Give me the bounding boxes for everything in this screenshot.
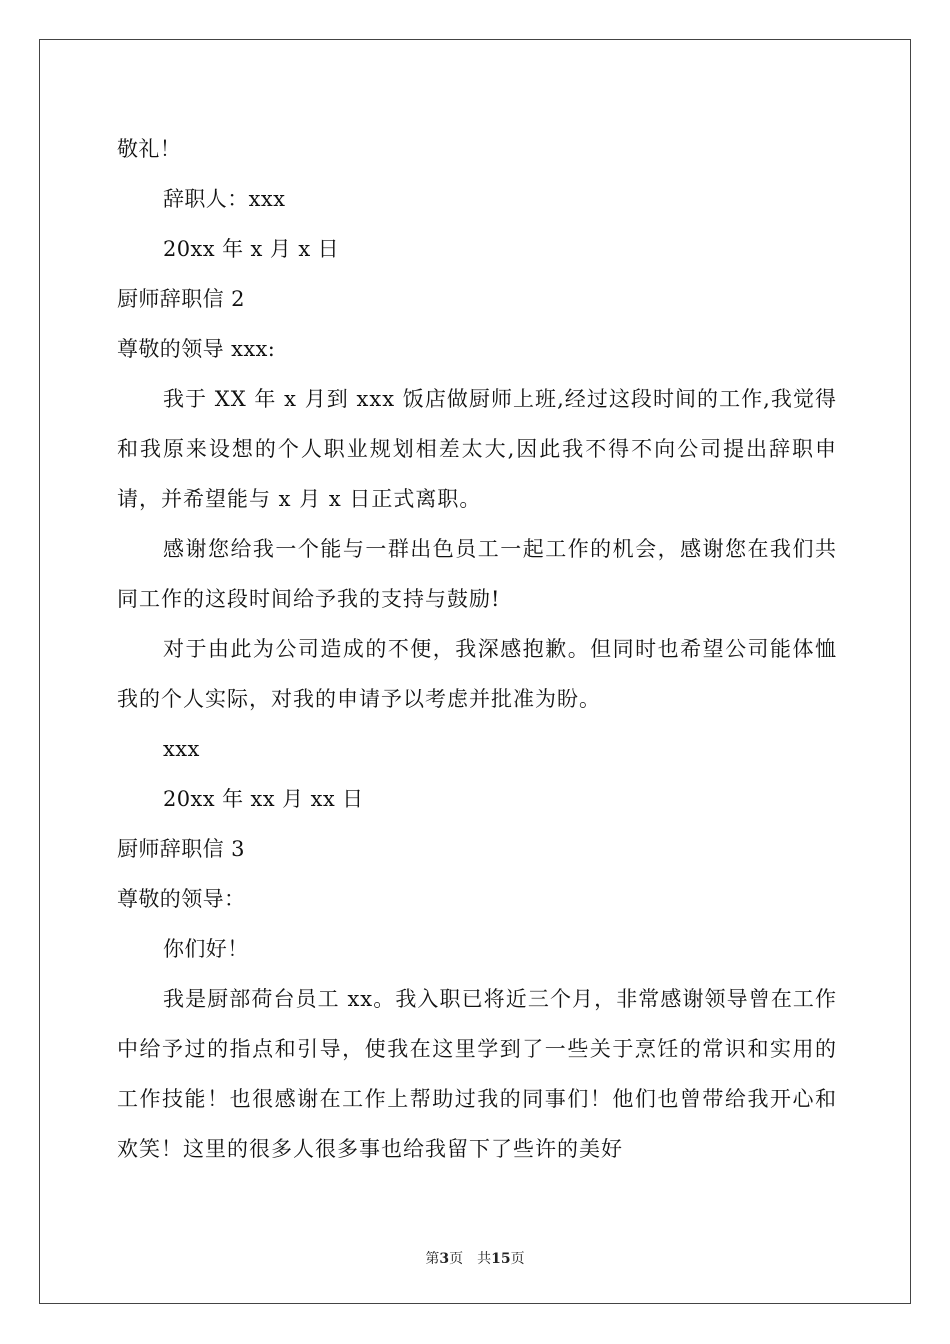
total-prefix: 共 bbox=[477, 1251, 492, 1267]
page-footer bbox=[0, 1248, 950, 1268]
body-paragraph: 我是厨部荷台员工 xx。我入职已将近三个月，非常感谢领导曾在工作中给予过的指点和引导，使我在这里学到了一些关于烹饪的常识和实用的工作技能！也很感谢在工作上帮助过我的同事们！他们也曾带给我开心和欢笑！这里的很多人很多事也给我留下了些许的美好 bbox=[117, 987, 837, 1161]
section-heading: 厨师辞职信 3 bbox=[117, 837, 245, 861]
total-pages: 15 bbox=[491, 1251, 511, 1267]
greeting-line: 尊敬的领导 xxx: bbox=[117, 337, 276, 361]
hello-line: 你们好！ bbox=[163, 937, 249, 961]
body-paragraph: 我于 XX 年 x 月到 xxx 饭店做厨师上班,经过这段时间的工作,我觉得和我原来设想的个人职业规划相差太大,因此我不得不向公司提出辞职申请，并希望能与 x 月 x 日正式离职。 bbox=[117, 387, 837, 511]
page-suffix: 页 bbox=[449, 1251, 464, 1267]
signer-line: 辞职人：xxx bbox=[163, 187, 286, 211]
section-heading: 厨师辞职信 2 bbox=[117, 287, 245, 311]
body-paragraph: 感谢您给我一个能与一群出色员工一起工作的机会，感谢您在我们共同工作的这段时间给予我的支持与鼓励! bbox=[117, 537, 837, 611]
body-paragraph: 对于由此为公司造成的不便，我深感抱歉。但同时也希望公司能体恤我的个人实际，对我的申请予以考虑并批准为盼。 bbox=[117, 637, 837, 711]
date-line: 20xx 年 x 月 x 日 bbox=[163, 237, 340, 261]
total-suffix: 页 bbox=[510, 1251, 525, 1267]
signer-line: xxx bbox=[163, 737, 200, 761]
greeting-line: 尊敬的领导： bbox=[117, 887, 246, 911]
closing-salute: 敬礼！ bbox=[117, 137, 182, 161]
page-number: 3 bbox=[439, 1251, 450, 1267]
date-line: 20xx 年 xx 月 xx 日 bbox=[163, 787, 364, 811]
page-prefix: 第 bbox=[425, 1251, 440, 1267]
document-body bbox=[117, 124, 837, 1174]
